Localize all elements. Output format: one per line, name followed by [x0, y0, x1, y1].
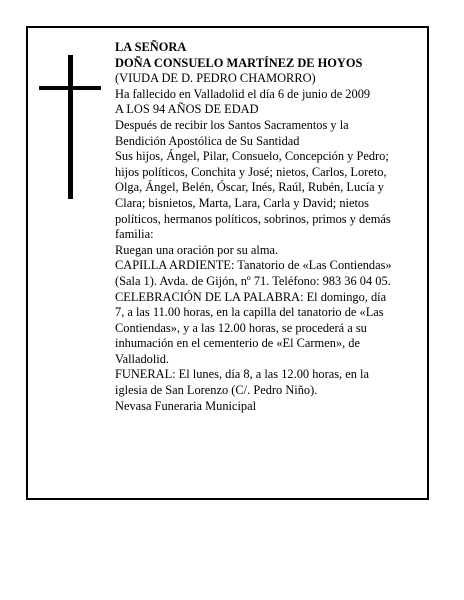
family-line: políticos, hermanos políticos, sobrinos, primos y demás: [115, 211, 391, 226]
funeral-paragraph: [115, 367, 427, 398]
widow-of-line: (VIUDA DE D. PEDRO CHAMORRO): [115, 71, 316, 86]
family-line: Sus hijos, Ángel, Pilar, Consuelo, Concepción y Pedro;: [115, 149, 389, 164]
funeral-line: iglesia de San Lorenzo (C/. Pedro Niño).: [115, 383, 318, 398]
family-line: Olga, Ángel, Belén, Óscar, Inés, Raúl, Rubén, Lucía y: [115, 180, 384, 195]
cross-icon-bar: [39, 86, 101, 90]
chapel-line: (Sala 1). Avda. de Gijón, nº 71. Teléfono: 983 36 04 05.: [115, 273, 391, 288]
celebration-line: 7, a las 11.00 horas, en la capilla del tanatorio de «Las: [115, 305, 384, 320]
family-line: Clara; bisnietos, Marta, Lara, Carla y David; nietos: [115, 195, 369, 210]
celebration-line: Contiendas», y a las 12.00 horas, se procederá a su: [115, 320, 367, 335]
celebration-paragraph: [115, 290, 427, 368]
celebration-line: Valladolid.: [115, 351, 170, 366]
age-line: A LOS 94 AÑOS DE EDAD: [115, 102, 259, 117]
family-paragraph: [115, 149, 427, 243]
prayer-line: Ruegan una oración por su alma.: [115, 242, 279, 257]
funeral-line: FUNERAL: El lunes, día 8, a las 12.00 horas, en la: [115, 367, 369, 382]
chapel-line: CAPILLA ARDIENTE: Tanatorio de «Las Contiendas»: [115, 258, 392, 273]
chapel-paragraph: [115, 258, 427, 289]
title-line-1: LA SEÑORA: [115, 40, 187, 54]
family-line: hijos políticos, Conchita y José; nietos, Carlos, Loreto,: [115, 164, 387, 179]
funeral-home: Nevasa Funeraria Municipal: [115, 398, 257, 413]
cross-icon: [68, 55, 73, 199]
death-date-line: Ha fallecido en Valladolid el día 6 de junio de 2009: [115, 86, 371, 101]
celebration-line: CELEBRACIÓN DE LA PALABRA: El domingo, día: [115, 289, 387, 304]
sacraments-line: Después de recibir los Santos Sacramentos y la: [115, 117, 349, 132]
deceased-name: DOÑA CONSUELO MARTÍNEZ DE HOYOS: [115, 55, 363, 70]
celebration-line: inhumación en el cementerio de «El Carmen», de: [115, 336, 360, 351]
sacraments-paragraph: [115, 118, 427, 149]
obituary-frame: [26, 26, 429, 500]
sacraments-line: Bendición Apostólica de Su Santidad: [115, 133, 300, 148]
family-line: familia:: [115, 227, 154, 242]
obituary-text: [115, 40, 427, 414]
